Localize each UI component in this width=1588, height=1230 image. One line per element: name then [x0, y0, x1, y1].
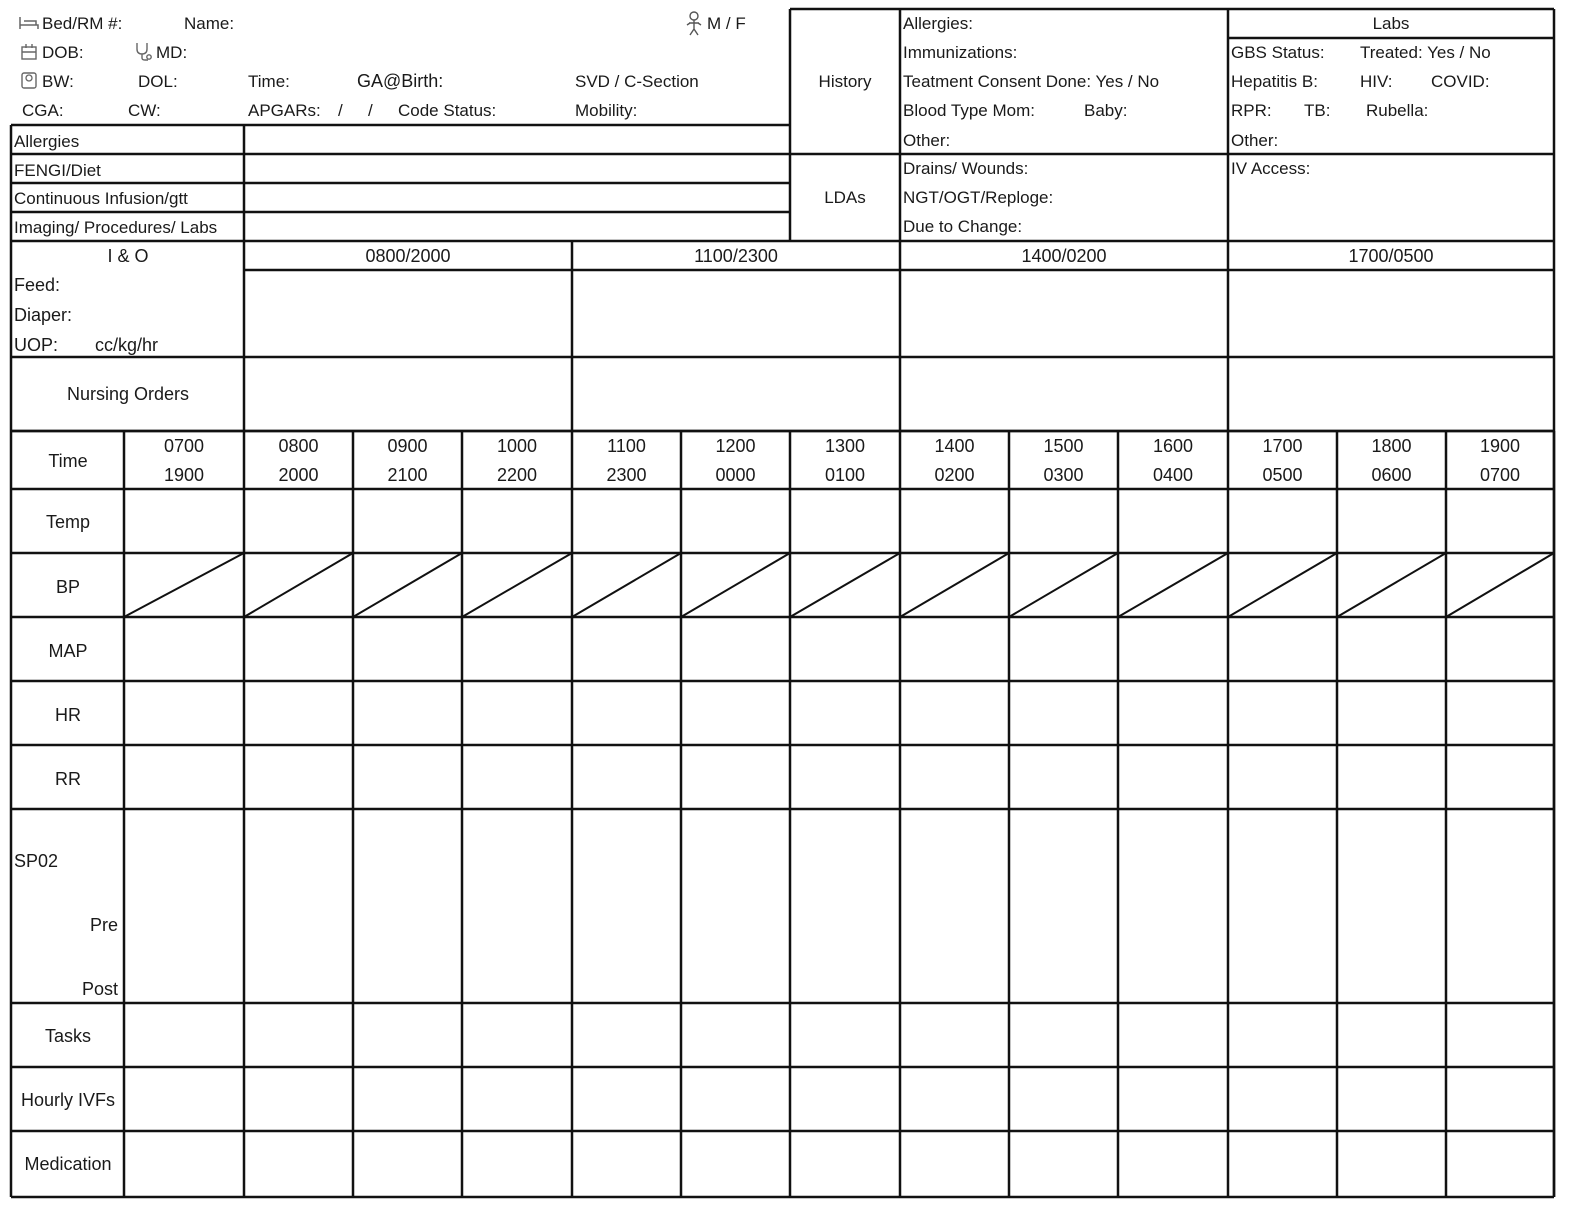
- row-label-tasks: Tasks: [44, 1026, 91, 1046]
- grid-line: [681, 553, 790, 617]
- time-cell-top: 0900: [387, 436, 428, 456]
- time-cell-bottom: 0100: [824, 465, 866, 485]
- dol-label: DOL:: [138, 72, 178, 91]
- mobility-label: Mobility:: [575, 101, 638, 120]
- baby-icon: [684, 11, 704, 37]
- time-cell-bottom: 2000: [278, 465, 319, 485]
- time-cell-top: 1900: [1479, 436, 1521, 456]
- time-cell-bottom: 2300: [606, 465, 647, 485]
- labs-other: Other:: [1231, 131, 1279, 150]
- history-blood-type-baby: Baby:: [1084, 101, 1128, 120]
- history-other: Other:: [903, 131, 951, 150]
- grid-line: [124, 553, 244, 617]
- labs-gbs: GBS Status:: [1231, 43, 1325, 62]
- history-immunizations: Immunizations:: [903, 43, 1018, 62]
- row-label-bp: BP: [55, 577, 80, 597]
- time-cell-top: 0800: [278, 436, 319, 456]
- apgar-slash-1: /: [338, 101, 343, 120]
- time-cell-top: 1200: [715, 436, 756, 456]
- time-cell-bottom: 0300: [1043, 465, 1084, 485]
- time-cell-top: 0700: [163, 436, 205, 456]
- row-label-spo2-pre: Pre: [90, 915, 119, 935]
- io-feed: Feed:: [14, 275, 61, 295]
- grid-line: [244, 553, 353, 617]
- time-cell-top: 1000: [496, 436, 538, 456]
- grid-line: [1009, 553, 1118, 617]
- time-cell-bottom: 0000: [715, 465, 756, 485]
- delivery-label: SVD / C-Section: [575, 72, 699, 91]
- grid-line: [1446, 553, 1554, 617]
- row-label-rr: RR: [55, 769, 81, 789]
- time-cell-bottom: 2200: [496, 465, 538, 485]
- time-cell-top: 1700: [1262, 436, 1303, 456]
- code-status-label: Code Status:: [398, 101, 497, 120]
- bed-rm-label: Bed/RM #:: [42, 14, 123, 33]
- grid-line: [572, 553, 681, 617]
- labs-rubella: Rubella:: [1366, 101, 1429, 120]
- info-row-fengi-diet: FENGI/Diet: [14, 161, 101, 180]
- time-cell-top: 1800: [1371, 436, 1412, 456]
- info-row-allergies: Allergies: [14, 132, 80, 151]
- grid-line: [790, 553, 900, 617]
- time-cell-bottom: 0500: [1262, 465, 1303, 485]
- time-cell-top: 1500: [1043, 436, 1084, 456]
- row-label-spo2: SP02: [14, 851, 59, 871]
- sex-label: M / F: [707, 14, 746, 33]
- labs-tb: TB:: [1304, 101, 1331, 120]
- labs-hep-b: Hepatitis B:: [1231, 72, 1318, 91]
- grid-line: [900, 553, 1009, 617]
- row-label-hr: HR: [55, 705, 81, 725]
- time-cell-bottom: 1900: [163, 465, 205, 485]
- dob-label: DOB:: [42, 43, 84, 62]
- grid-line: [1228, 553, 1337, 617]
- labs-title: Labs: [1372, 14, 1410, 33]
- time-cell-top: 1300: [824, 436, 866, 456]
- scale-icon: [20, 71, 38, 90]
- apgar-slash-2: /: [368, 101, 373, 120]
- time-label: Time:: [248, 72, 290, 91]
- grid-line: [353, 553, 462, 617]
- info-row-imaging: Imaging/ Procedures/ Labs: [14, 218, 218, 237]
- cw-label: CW:: [128, 101, 161, 120]
- history-blood-type-mom: Blood Type Mom:: [903, 101, 1035, 120]
- history-label: History: [818, 72, 872, 91]
- time-cell-bottom: 2100: [387, 465, 428, 485]
- io-diaper: Diaper:: [14, 305, 73, 325]
- name-label: Name:: [184, 14, 235, 33]
- row-label-map: MAP: [48, 641, 88, 661]
- stethoscope-icon: [134, 41, 154, 61]
- time-cell-top: 1100: [607, 436, 646, 456]
- apgars-label: APGARs:: [248, 101, 321, 120]
- io-uop: UOP:: [14, 335, 59, 355]
- labs-treated: Treated: Yes / No: [1360, 43, 1491, 62]
- time-cell-top: 1600: [1152, 436, 1194, 456]
- row-label-spo2-post: Post: [82, 979, 119, 999]
- ldas-drains: Drains/ Wounds:: [903, 159, 1029, 178]
- labs-covid: COVID:: [1431, 72, 1490, 91]
- io-label: I & O: [107, 246, 149, 266]
- ldas-ngt: NGT/OGT/Reploge:: [903, 188, 1054, 207]
- bed-icon: [18, 15, 40, 31]
- time-cell-top: 1400: [934, 436, 975, 456]
- history-consent: Teatment Consent Done: Yes / No: [903, 72, 1160, 91]
- io-time-1100-2300: 1100/2300: [694, 246, 778, 266]
- grid-line: [1118, 553, 1228, 617]
- time-row-label: Time: [48, 451, 88, 471]
- ga-birth-label: GA@Birth:: [357, 71, 444, 91]
- io-time-1700-0500: 1700/0500: [1348, 246, 1434, 266]
- history-allergies: Allergies:: [903, 14, 973, 33]
- grid-line: [462, 553, 572, 617]
- nursing-orders-label: Nursing Orders: [66, 384, 190, 404]
- bw-label: BW:: [42, 72, 74, 91]
- row-label-temp: Temp: [45, 512, 90, 532]
- md-label: MD:: [156, 43, 188, 62]
- grid-line: [1337, 553, 1446, 617]
- ldas-due: Due to Change:: [903, 217, 1023, 236]
- time-cell-bottom: 0200: [934, 465, 975, 485]
- labs-hiv: HIV:: [1360, 72, 1393, 91]
- info-row-continuous-infusion: Continuous Infusion/gtt: [14, 189, 188, 208]
- io-time-0800-2000: 0800/2000: [365, 246, 451, 266]
- row-label-medication: Medication: [24, 1154, 112, 1174]
- ldas-iv-access: IV Access:: [1231, 159, 1311, 178]
- time-cell-bottom: 0400: [1152, 465, 1194, 485]
- cga-label: CGA:: [22, 101, 64, 120]
- labs-rpr: RPR:: [1231, 101, 1272, 120]
- row-label-hourly-ivfs: Hourly IVFs: [20, 1090, 116, 1110]
- time-cell-bottom: 0600: [1371, 465, 1412, 485]
- time-cell-bottom: 0700: [1479, 465, 1521, 485]
- ldas-label: LDAs: [824, 188, 866, 207]
- calendar-icon: [20, 43, 38, 61]
- io-time-1400-0200: 1400/0200: [1021, 246, 1107, 266]
- io-uop-unit: cc/kg/hr: [95, 335, 159, 355]
